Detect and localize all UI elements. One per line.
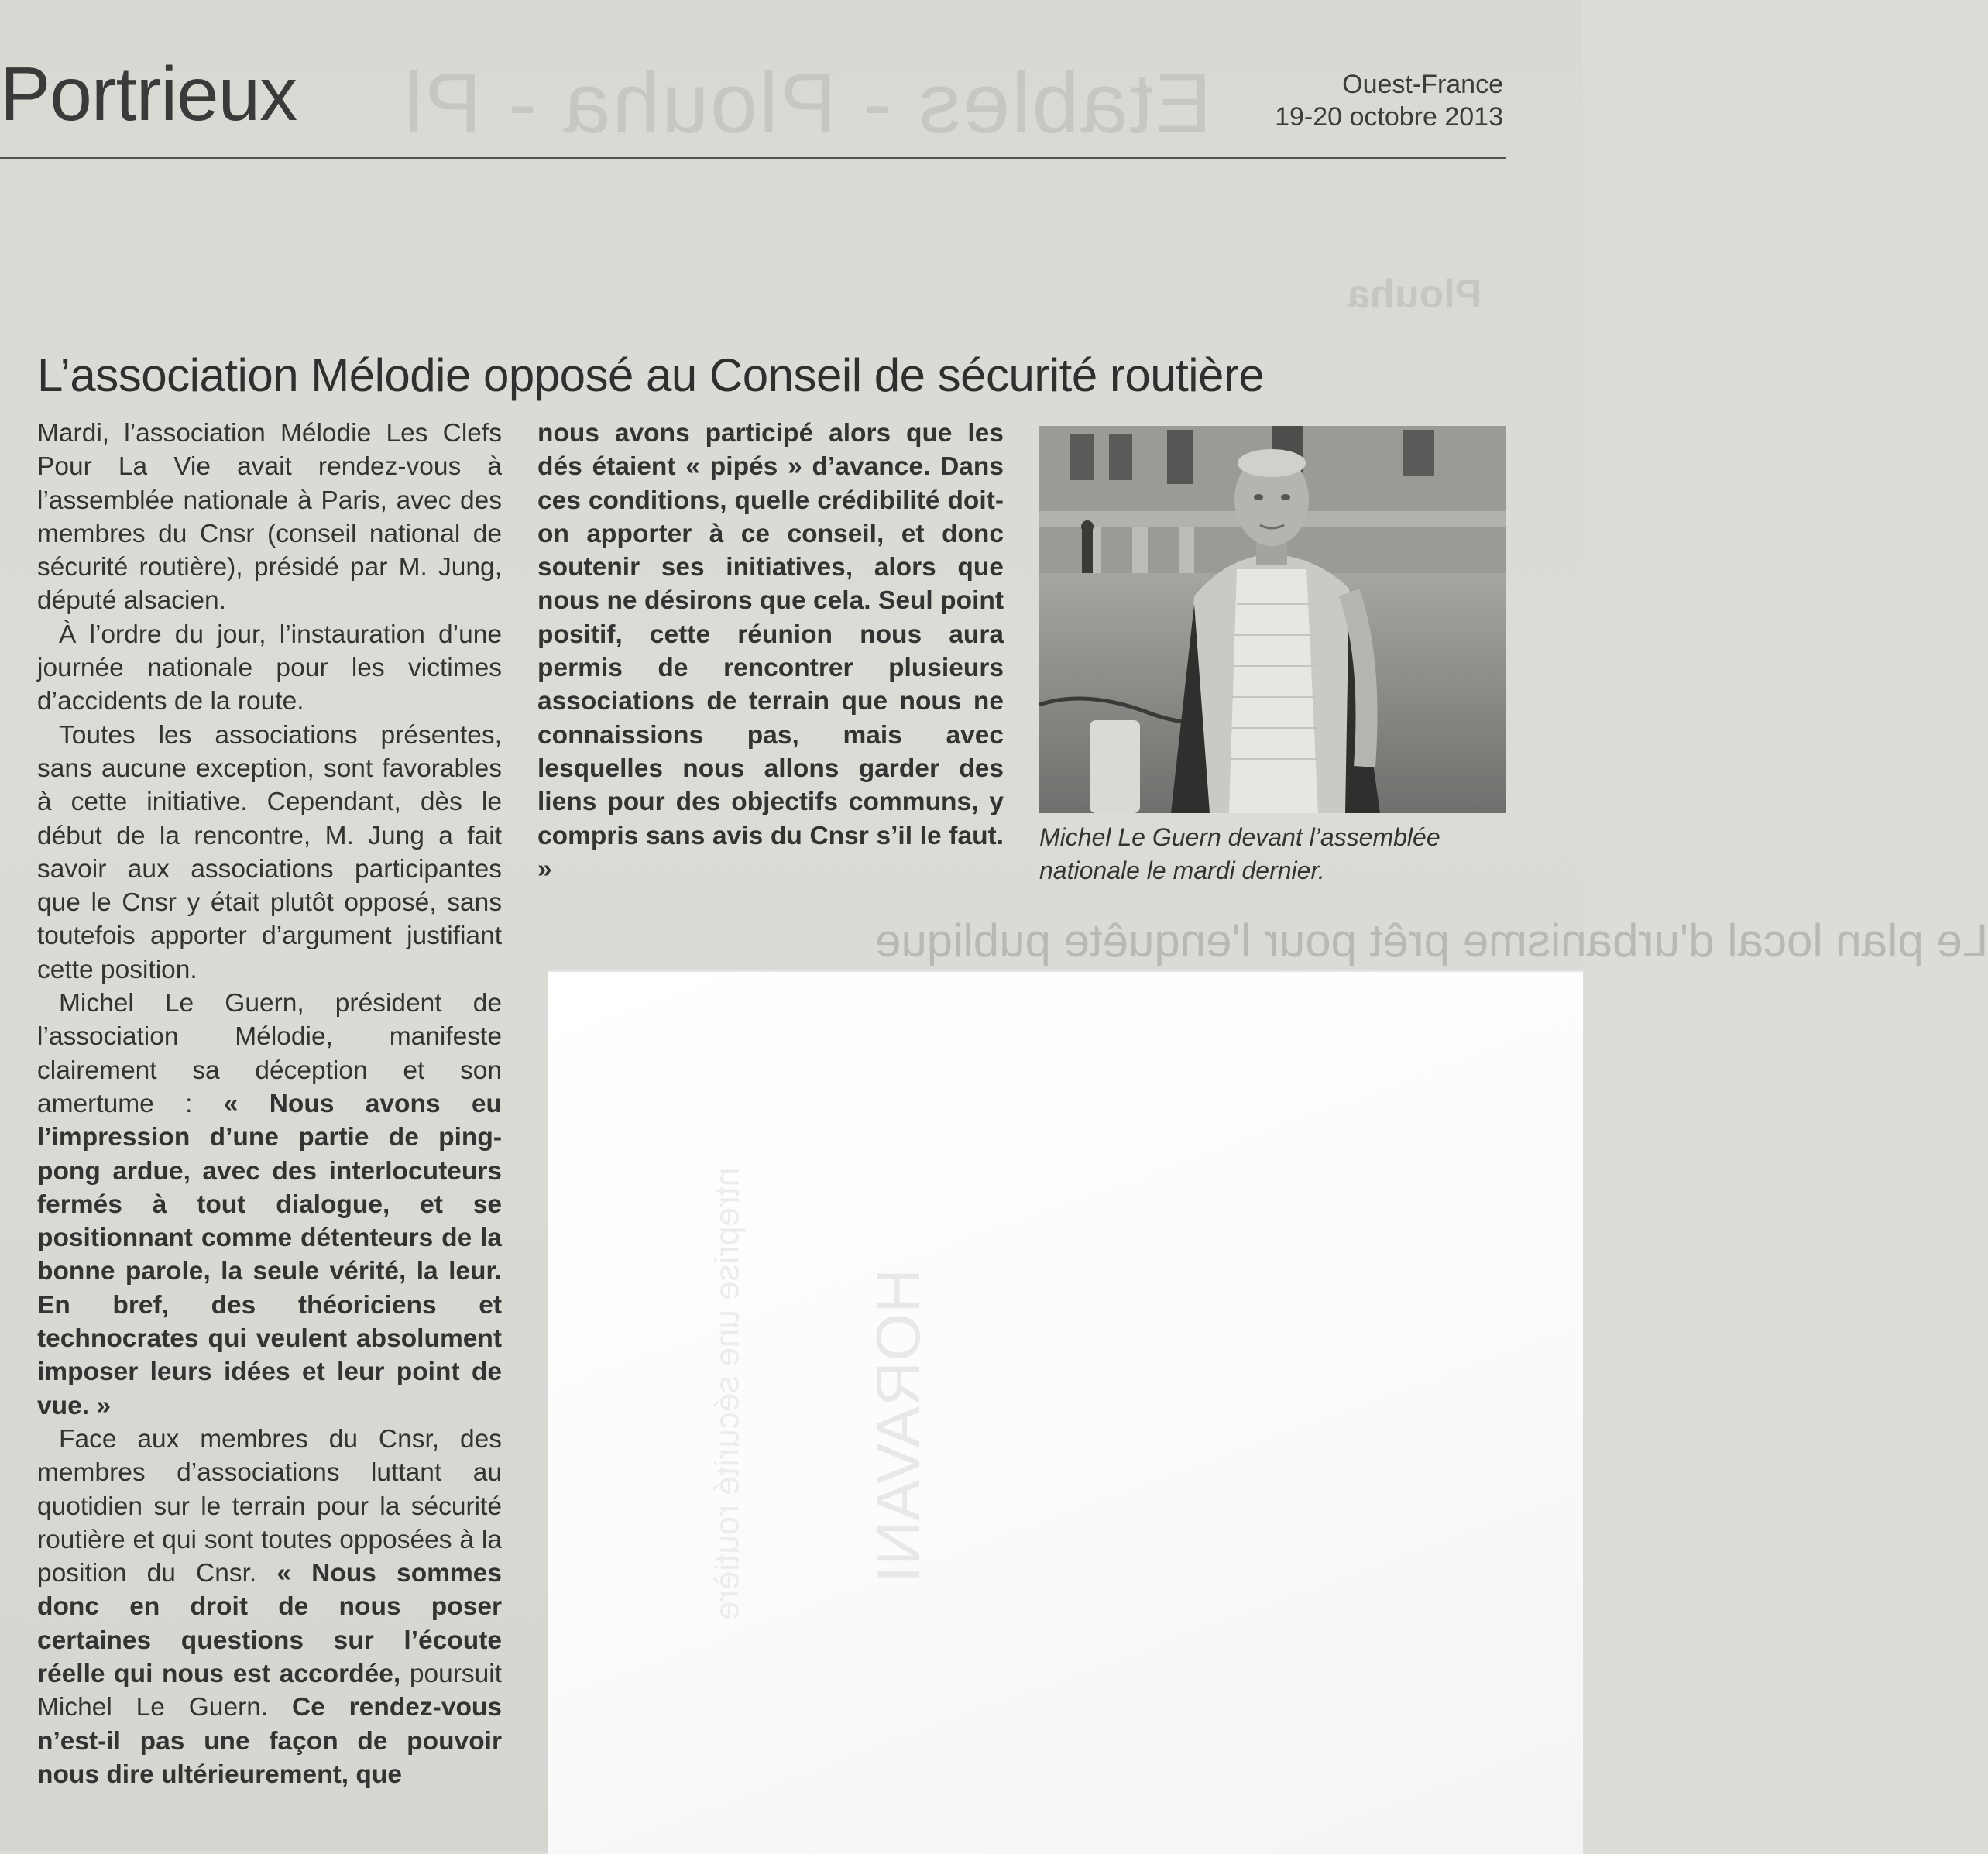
- paragraph-5-text: Face aux membres du Cnsr, des membres d’associations luttant au quotidien sur le terrain pour la sécurité routière et qui sont toutes opposées à la position du Cnsr.: [37, 1424, 502, 1588]
- paragraph-4-quote: « Nous avons eu l’impression d’une partie de ping-pong ardue, avec des interlocuteurs fermés à tout dialogue, et se positionnant comme détenteurs de la bonne parole, la seule vérité, la leur. En bref, des théoriciens et technocrates qui veulent absolument imposer leurs idées et leur point de vue. »: [37, 1089, 502, 1420]
- photo-illustration: [1039, 426, 1506, 813]
- envelope-faint-text: ntreprise une sécurité routière: [708, 1167, 747, 1621]
- publication-date: 19-20 octobre 2013: [1275, 102, 1503, 132]
- paragraph-1: Mardi, l’association Mélodie Les Clefs Pour La Vie avait rendez-vous à l’assemblée nationale à Paris, avec des membres du Cnsr (conseil national de sécurité routière), présidé par M. Jung, député alsacien.: [37, 419, 502, 616]
- paragraph-5: [37, 1423, 502, 1791]
- paragraph-5-text-2: poursuit Michel Le Guern.: [37, 1659, 503, 1722]
- article-headline: L’association Mélodie opposé au Conseil de sécurité routière: [37, 349, 1265, 401]
- paragraph-5-quote-2: Ce rendez-vous n’est-il pas une façon de pouvoir nous dire ultérieurement, que: [37, 1693, 503, 1789]
- bleed-through-text: Le plan local d'urbanisme prêt pour l'enquête publique: [875, 915, 1988, 966]
- paragraph-4-text: Michel Le Guern, président de l’association Mélodie, manifeste clairement sa déception et son amertume :: [37, 989, 502, 1118]
- envelope-faint-logo: HORAVANI: [863, 1269, 932, 1583]
- overlapping-paper: [548, 970, 1583, 1854]
- article-photo: [1039, 426, 1506, 813]
- paragraph-2: À l’ordre du jour, l’instauration d’une journée nationale pour les victimes d’accidents de la route.: [37, 620, 502, 716]
- bleed-through-subheading: Plouha: [1348, 272, 1482, 317]
- article-column-2: [537, 417, 1004, 886]
- photo-caption: Michel Le Guern devant l’assemblée nationale le mardi dernier.: [1039, 823, 1440, 884]
- section-title: Portrieux: [0, 51, 297, 136]
- bleed-through-heading: Etables - Plouha - Pl: [403, 56, 1212, 151]
- header-rule: [0, 157, 1506, 159]
- masthead: [1275, 68, 1503, 133]
- paragraph-continued: nous avons participé alors que les dés étaient « pipés » d’avance. Dans ces conditions, quelle crédibilité doit-on apporter à ce conseil, et donc soutenir ses initiatives, alors que nous ne désirons que cela. Seul point positif, cette réunion nous aura permis de rencontrer plusieurs associations de terrain que nous ne connaissions pas, mais avec lesquelles nous allons garder des liens pour des objectifs communs, y compris sans avis du Cnsr s’il le faut. »: [537, 419, 1004, 884]
- paragraph-3: Toutes les associations présentes, sans aucune exception, sont favorables à cette initiative. Cependant, dès le début de la rencontre, M. Jung a fait savoir aux associations participantes que le Cnsr y était plutôt opposé, sans toutefois apporter d’argument justifiant cette position.: [37, 720, 502, 984]
- article-column-1: [37, 417, 502, 1791]
- publication-name: Ouest-France: [1342, 70, 1503, 99]
- paragraph-4: [37, 987, 502, 1423]
- paragraph-5-quote-1: « Nous sommes donc en droit de nous poser certaines questions sur l’écoute réelle qui nous est accordée,: [37, 1559, 502, 1688]
